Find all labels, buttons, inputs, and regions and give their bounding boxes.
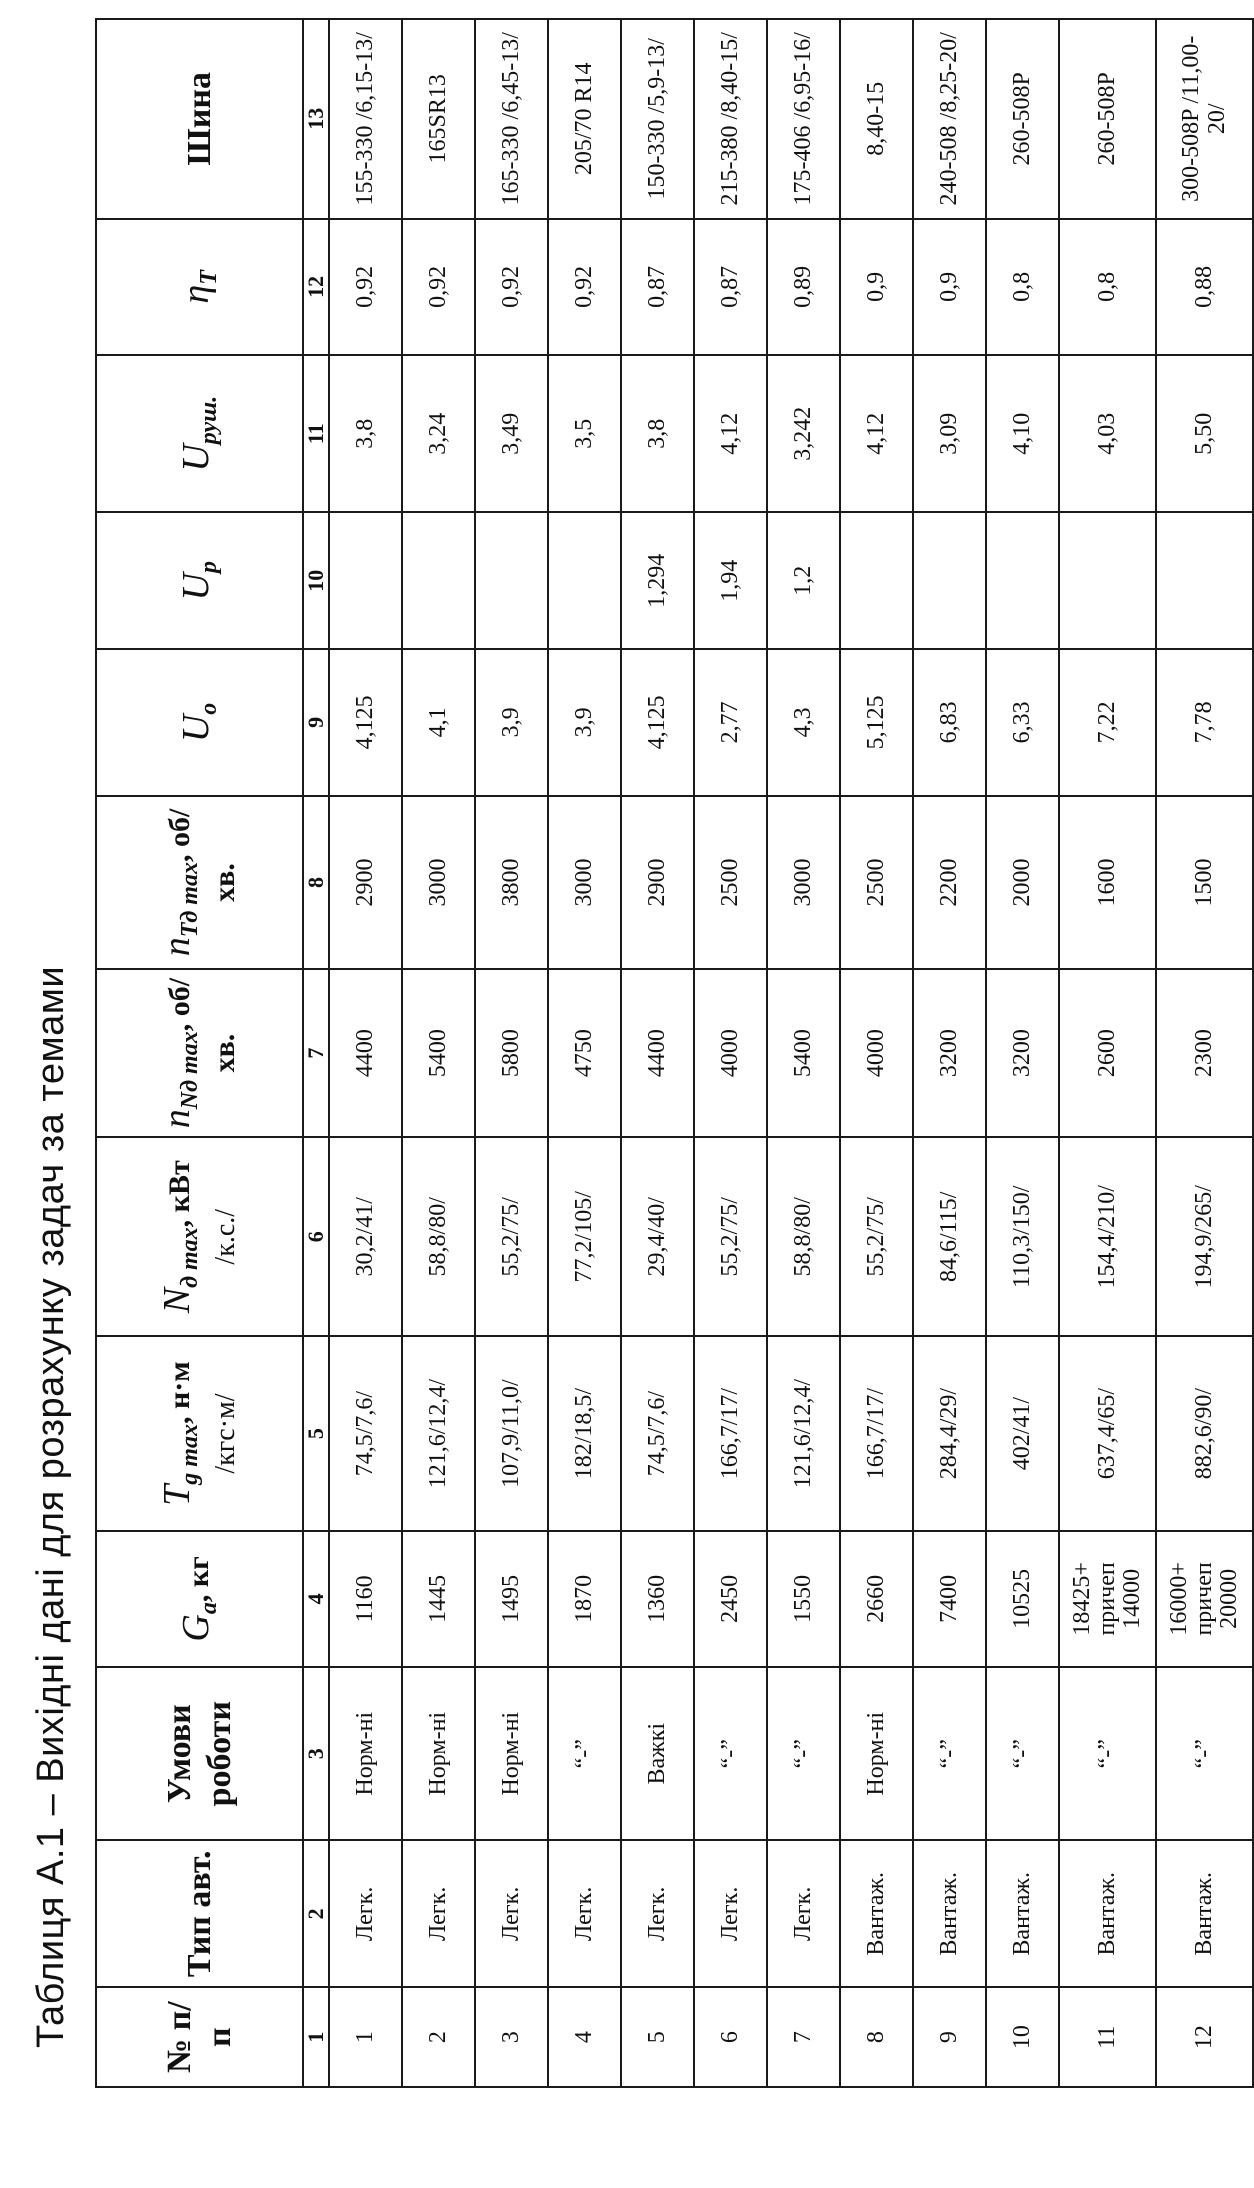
cell-work-conditions: “-” [913,1667,986,1840]
column-number: 3 [303,1667,329,1840]
cell-rpm-at-torque: 2500 [840,796,913,969]
cell-rpm-at-torque: 1600 [1059,796,1156,969]
table-row [621,19,694,2087]
cell-rpm-at-torque: 2200 [913,796,986,969]
cell-launch-gear-ratio: 3,24 [402,355,475,512]
cell-tire-size: 155-330 /6,15-13/ [329,19,402,219]
cell-rpm-at-torque: 1500 [1156,796,1253,969]
cell-rpm-at-power: 2600 [1059,969,1156,1137]
cell-final-drive-ratio: 3,9 [548,649,621,796]
cell-tire-size: 165-330 /6,45-13/ [475,19,548,219]
cell-max-power: 55,2/75/ [840,1137,913,1336]
cell-efficiency: 0,8 [1059,219,1156,355]
cell-tire-size: 260-508P [1059,19,1156,219]
table-row [767,19,840,2087]
cell-work-conditions: Норм-ні [840,1667,913,1840]
table-row [402,19,475,2087]
cell-max-power: 84,6/115/ [913,1137,986,1336]
table-caption: Таблиця А.1 – Вихідні дані для розрахунку задач за темами [30,965,72,2048]
header-torque: $T_{g max}$, н·м /кгс·м/ [96,1336,303,1530]
cell-launch-gear-ratio: 3,242 [767,355,840,512]
cell-final-drive-ratio: 6,83 [913,649,986,796]
cell-transfer-ratio [986,512,1059,648]
cell-mass: 2450 [694,1531,767,1667]
cell-vehicle-type: Легк. [329,1840,402,1987]
cell-efficiency: 0,92 [329,219,402,355]
cell-row-number: 10 [986,1987,1059,2087]
cell-final-drive-ratio: 6,33 [986,649,1059,796]
cell-row-number: 5 [621,1987,694,2087]
cell-launch-gear-ratio: 4,12 [694,355,767,512]
cell-launch-gear-ratio: 3,8 [621,355,694,512]
cell-work-conditions: “-” [767,1667,840,1840]
cell-mass: 1870 [548,1531,621,1667]
cell-efficiency: 0,92 [402,219,475,355]
cell-tire-size: 300-508P /11,00-20/ [1156,19,1253,219]
column-number: 6 [303,1137,329,1336]
cell-launch-gear-ratio: 4,03 [1059,355,1156,512]
cell-mass: 1445 [402,1531,475,1667]
cell-row-number: 1 [329,1987,402,2087]
cell-max-power: 154,4/210/ [1059,1137,1156,1336]
cell-rpm-at-power: 4000 [840,969,913,1137]
cell-max-torque: 637,4/65/ [1059,1336,1156,1530]
header-row [96,19,303,2087]
cell-transfer-ratio: 1,2 [767,512,840,648]
cell-max-torque: 882,6/90/ [1156,1336,1253,1530]
cell-tire-size: 205/70 R14 [548,19,621,219]
cell-vehicle-type: Вантаж. [1059,1840,1156,1987]
cell-row-number: 12 [1156,1987,1253,2087]
header-transfer-ratio: $U_p$ [96,512,303,648]
cell-rpm-at-torque: 2900 [621,796,694,969]
header-tire: Шина [96,19,303,219]
cell-tire-size: 240-508 /8,25-20/ [913,19,986,219]
cell-work-conditions: “-” [1156,1667,1253,1840]
table-row [329,19,402,2087]
cell-mass: 18425+ причеп 14000 [1059,1531,1156,1667]
column-number-row [303,19,329,2087]
column-number: 2 [303,1840,329,1987]
cell-row-number: 9 [913,1987,986,2087]
source-data-table [95,18,1254,2088]
header-rpm-torque: $n_{Tд max}$, об/хв. [96,796,303,969]
column-number: 11 [303,355,329,512]
column-number: 12 [303,219,329,355]
cell-work-conditions: Норм-ні [475,1667,548,1840]
cell-launch-gear-ratio: 4,12 [840,355,913,512]
cell-mass: 2660 [840,1531,913,1667]
cell-max-power: 194,9/265/ [1156,1137,1253,1336]
cell-transfer-ratio [329,512,402,648]
cell-efficiency: 0,8 [986,219,1059,355]
cell-row-number: 3 [475,1987,548,2087]
cell-max-power: 55,2/75/ [475,1137,548,1336]
cell-final-drive-ratio: 5,125 [840,649,913,796]
cell-rpm-at-torque: 3800 [475,796,548,969]
cell-vehicle-type: Легк. [621,1840,694,1987]
cell-max-torque: 402/41/ [986,1336,1059,1530]
cell-work-conditions: Норм-ні [329,1667,402,1840]
header-launch-ratio: $U_{руш.}$ [96,355,303,512]
cell-max-torque: 121,6/12,4/ [767,1336,840,1530]
cell-transfer-ratio [475,512,548,648]
cell-row-number: 6 [694,1987,767,2087]
table-row [1156,19,1253,2087]
cell-vehicle-type: Легк. [402,1840,475,1987]
cell-tire-size: 175-406 /6,95-16/ [767,19,840,219]
cell-work-conditions: “-” [694,1667,767,1840]
cell-rpm-at-torque: 3000 [402,796,475,969]
cell-efficiency: 0,89 [767,219,840,355]
cell-mass: 1495 [475,1531,548,1667]
cell-launch-gear-ratio: 4,10 [986,355,1059,512]
cell-max-power: 55,2/75/ [694,1137,767,1336]
cell-mass: 16000+ причеп 20000 [1156,1531,1253,1667]
cell-max-torque: 284,4/29/ [913,1336,986,1530]
cell-efficiency: 0,9 [913,219,986,355]
cell-transfer-ratio [402,512,475,648]
table-row [475,19,548,2087]
cell-rpm-at-power: 4400 [621,969,694,1137]
cell-efficiency: 0,88 [1156,219,1253,355]
column-number: 5 [303,1336,329,1530]
table-row [1059,19,1156,2087]
cell-final-drive-ratio: 4,1 [402,649,475,796]
cell-transfer-ratio [548,512,621,648]
cell-rpm-at-power: 4000 [694,969,767,1137]
cell-work-conditions: Норм-ні [402,1667,475,1840]
cell-tire-size: 260-508P [986,19,1059,219]
cell-rpm-at-power: 4400 [329,969,402,1137]
cell-max-torque: 74,5/7,6/ [329,1336,402,1530]
table-row [840,19,913,2087]
header-mass: $G_a$, кг [96,1531,303,1667]
header-rpm-power: $n_{Nд max}$, об/хв. [96,969,303,1137]
cell-transfer-ratio [913,512,986,648]
cell-max-power: 29,4/40/ [621,1137,694,1336]
cell-mass: 10525 [986,1531,1059,1667]
cell-max-torque: 121,6/12,4/ [402,1336,475,1530]
cell-work-conditions: Важкі [621,1667,694,1840]
column-number: 13 [303,19,329,219]
cell-transfer-ratio [1059,512,1156,648]
column-number: 9 [303,649,329,796]
table-row [986,19,1059,2087]
cell-rpm-at-torque: 3000 [548,796,621,969]
cell-rpm-at-torque: 2500 [694,796,767,969]
cell-max-power: 77,2/105/ [548,1137,621,1336]
table-row [694,19,767,2087]
cell-max-power: 58,8/80/ [767,1137,840,1336]
column-number: 8 [303,796,329,969]
cell-launch-gear-ratio: 3,5 [548,355,621,512]
cell-rpm-at-torque: 2000 [986,796,1059,969]
cell-final-drive-ratio: 4,125 [329,649,402,796]
cell-mass: 1160 [329,1531,402,1667]
header-efficiency: $\eta_T$ [96,219,303,355]
cell-final-drive-ratio: 4,3 [767,649,840,796]
cell-work-conditions: “-” [548,1667,621,1840]
cell-max-torque: 182/18,5/ [548,1336,621,1530]
cell-row-number: 7 [767,1987,840,2087]
cell-max-torque: 166,7/17/ [694,1336,767,1530]
cell-final-drive-ratio: 7,78 [1156,649,1253,796]
cell-launch-gear-ratio: 3,8 [329,355,402,512]
cell-work-conditions: “-” [1059,1667,1156,1840]
cell-vehicle-type: Вантаж. [1156,1840,1253,1987]
cell-max-power: 110,3/150/ [986,1137,1059,1336]
cell-transfer-ratio [840,512,913,648]
cell-mass: 1550 [767,1531,840,1667]
cell-launch-gear-ratio: 5,50 [1156,355,1253,512]
table-row [913,19,986,2087]
cell-tire-size: 8,40-15 [840,19,913,219]
cell-row-number: 11 [1059,1987,1156,2087]
cell-row-number: 2 [402,1987,475,2087]
cell-max-power: 58,8/80/ [402,1137,475,1336]
cell-row-number: 4 [548,1987,621,2087]
cell-final-drive-ratio: 3,9 [475,649,548,796]
cell-final-drive-ratio: 2,77 [694,649,767,796]
cell-rpm-at-power: 3200 [986,969,1059,1137]
cell-work-conditions: “-” [986,1667,1059,1840]
cell-vehicle-type: Легк. [767,1840,840,1987]
cell-final-drive-ratio: 7,22 [1059,649,1156,796]
cell-vehicle-type: Вантаж. [840,1840,913,1987]
cell-max-torque: 74,5/7,6/ [621,1336,694,1530]
cell-vehicle-type: Легк. [475,1840,548,1987]
cell-final-drive-ratio: 4,125 [621,649,694,796]
cell-transfer-ratio: 1,294 [621,512,694,648]
cell-transfer-ratio [1156,512,1253,648]
cell-tire-size: 150-330 /5,9-13/ [621,19,694,219]
cell-vehicle-type: Вантаж. [913,1840,986,1987]
cell-efficiency: 0,92 [475,219,548,355]
cell-max-torque: 107,9/11,0/ [475,1336,548,1530]
column-number: 7 [303,969,329,1137]
cell-efficiency: 0,9 [840,219,913,355]
cell-vehicle-type: Вантаж. [986,1840,1059,1987]
cell-rpm-at-power: 2300 [1156,969,1253,1137]
cell-launch-gear-ratio: 3,49 [475,355,548,512]
cell-transfer-ratio: 1,94 [694,512,767,648]
table-row [548,19,621,2087]
cell-launch-gear-ratio: 3,09 [913,355,986,512]
cell-rpm-at-torque: 2900 [329,796,402,969]
cell-rpm-at-power: 5400 [402,969,475,1137]
cell-efficiency: 0,92 [548,219,621,355]
cell-rpm-at-power: 3200 [913,969,986,1137]
header-power: $N_{д max}$, кВт /к.с./ [96,1137,303,1336]
cell-row-number: 8 [840,1987,913,2087]
cell-vehicle-type: Легк. [694,1840,767,1987]
cell-rpm-at-power: 5800 [475,969,548,1137]
header-conditions: Умови роботи [96,1667,303,1840]
cell-rpm-at-power: 4750 [548,969,621,1137]
cell-rpm-at-power: 5400 [767,969,840,1137]
cell-tire-size: 165SR13 [402,19,475,219]
cell-efficiency: 0,87 [694,219,767,355]
cell-rpm-at-torque: 3000 [767,796,840,969]
column-number: 1 [303,1987,329,2087]
header-final-drive: $U_o$ [96,649,303,796]
cell-mass: 1360 [621,1531,694,1667]
cell-max-torque: 166,7/17/ [840,1336,913,1530]
cell-vehicle-type: Легк. [548,1840,621,1987]
column-number: 10 [303,512,329,648]
cell-tire-size: 215-380 /8,40-15/ [694,19,767,219]
cell-mass: 7400 [913,1531,986,1667]
cell-max-power: 30,2/41/ [329,1137,402,1336]
header-vehicle-type: Тип авт. [96,1840,303,1987]
header-number: № п/п [96,1987,303,2087]
column-number: 4 [303,1531,329,1667]
cell-efficiency: 0,87 [621,219,694,355]
